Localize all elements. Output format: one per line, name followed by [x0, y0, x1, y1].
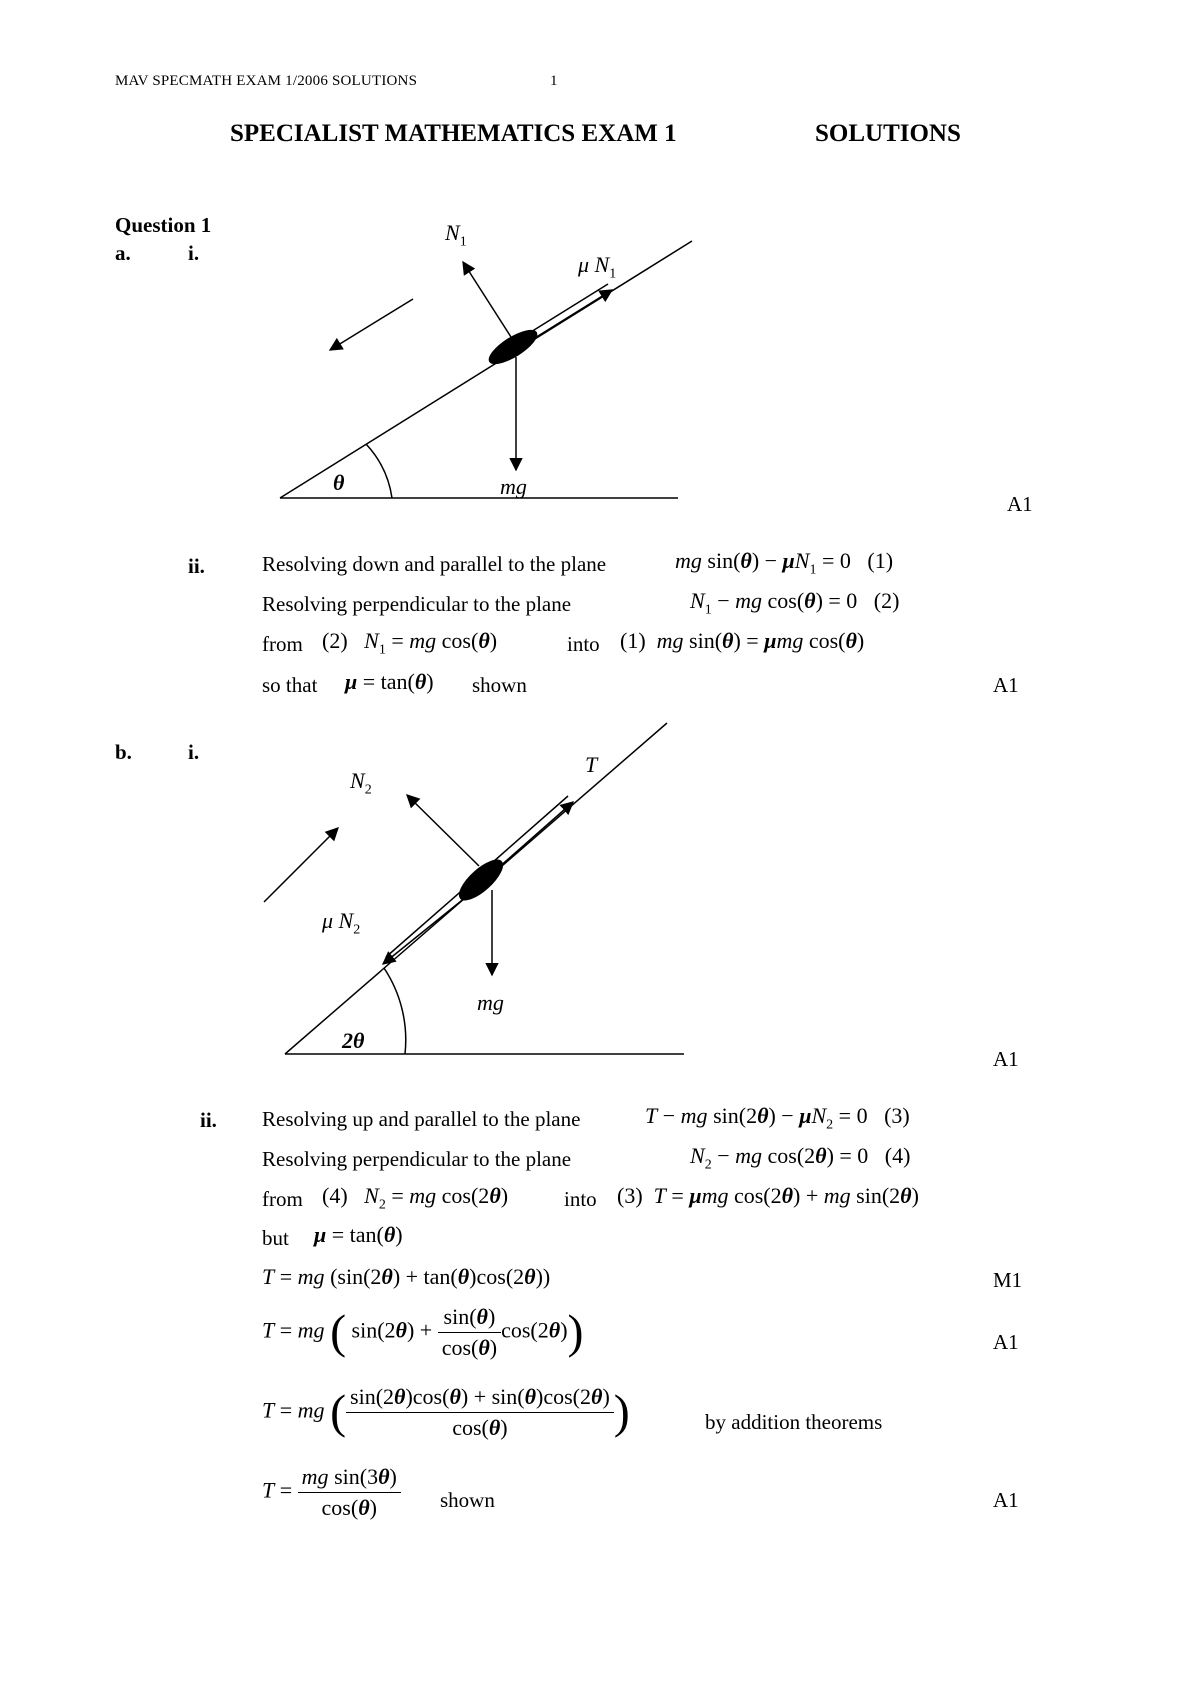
b-ii-eq3b: (3) T = μmg cos(2θ) + mg sin(2θ) [617, 1183, 919, 1208]
angle-arc-2 [384, 968, 406, 1054]
b-ii-eq1: T − mg $\sin(2\theta) - \mu N_2 = 0$ (3) [645, 1103, 910, 1133]
b-ii-line2-text: Resolving perpendicular to the plane [262, 1147, 572, 1171]
part-a-label: a. [115, 241, 131, 265]
b-ii-from: from [262, 1187, 303, 1211]
block-2 [453, 853, 509, 907]
b-ii-eq5: T = mg (sin(2θ) + tan(θ)cos(2θ)) [262, 1264, 551, 1289]
b-ii-eq6: T = mg ( sin(2θ) + $\frac{\sin(\theta)}{\cos(\theta)}$ cos(2θ)) [262, 1304, 584, 1360]
mark-b-ii-final: A1 [993, 1488, 1019, 1512]
mark-b-ii-m1: M1 [993, 1268, 1023, 1292]
a-ii-eq1: mg $\sin(\theta) - \mu N_1 = 0$ (1) [675, 548, 894, 578]
page-title-solutions: SOLUTIONS [815, 120, 961, 147]
label-n1: $N_1$ [445, 220, 467, 250]
a-ii-eq3a: (2) $N_1$ = mg cos(θ) [322, 628, 498, 658]
b-ii-eq4: μ = tan(θ) [314, 1222, 403, 1247]
part-a-ii-label: ii. [188, 554, 205, 578]
a-ii-eq2: $N_1$ − mg cos(θ) = 0 (2) [690, 588, 900, 618]
part-a-i-label: i. [188, 241, 200, 265]
b-ii-line1-text: Resolving up and parallel to the plane [262, 1107, 581, 1131]
label-mu-n2: μ $N_2$ [322, 908, 361, 938]
label-theta-1: θ [333, 470, 345, 495]
page-number: 1 [550, 73, 558, 89]
part-b-i-label: i. [188, 740, 200, 764]
question-heading: Question 1 [115, 213, 212, 237]
label-mg-1: mg [500, 474, 527, 499]
b-ii-addition-theorems: by addition theorems [705, 1410, 883, 1434]
mark-b-i: A1 [993, 1047, 1019, 1071]
b-ii-eq7: T = mg ( $\frac{\sin(2\theta)\cos(\theta) + \sin(\theta)\cos(2\theta)}{\cos(\theta)}$ ) [262, 1384, 630, 1440]
tension-line-a [493, 796, 568, 862]
label-mg-2: mg [477, 990, 504, 1015]
a-ii-line2-text: Resolving perpendicular to the plane [262, 592, 572, 616]
label-2theta: 2θ [342, 1028, 365, 1053]
motion-arrow-2 [264, 828, 338, 902]
b-ii-eq8: T = $\frac{\text{mg sin(3θ)}}{\cos(\theta)}$ [262, 1464, 401, 1521]
b-ii-into: into [564, 1187, 597, 1211]
b-ii-eq2: $N_2$ − mg cos(2θ) = 0 (4) [690, 1143, 911, 1173]
part-b-ii-label: ii. [200, 1108, 217, 1132]
normal-force-arrow-2 [407, 795, 479, 866]
mark-b-ii-a1: A1 [993, 1330, 1019, 1354]
page-title: SPECIALIST MATHEMATICS EXAM 1 [230, 120, 677, 147]
a-ii-shown: shown [472, 673, 527, 697]
a-ii-eq3b: (1) mg sin(θ) = μmg cos(θ) [620, 628, 865, 653]
b-ii-but: but [262, 1226, 289, 1250]
a-ii-so-that: so that [262, 673, 318, 697]
label-mu-n1: μ $N_1$ [578, 252, 617, 282]
friction-line-b [386, 887, 466, 957]
mark-a-i: A1 [1007, 492, 1033, 516]
a-ii-into: into [567, 632, 600, 656]
running-header: MAV SPECMATH EXAM 1/2006 SOLUTIONS [115, 73, 418, 89]
friction-force-arrow-2 [383, 893, 471, 964]
a-ii-eq4: μ = tan(θ) [345, 669, 434, 694]
part-b-label: b. [115, 740, 132, 764]
label-n2: $N_2$ [350, 768, 372, 798]
label-t: T [585, 752, 598, 777]
b-ii-shown: shown [440, 1488, 495, 1512]
a-ii-from: from [262, 632, 303, 656]
tension-arrow [498, 802, 573, 868]
b-ii-eq3a: (4) $N_2$ = mg cos(2θ) [322, 1183, 509, 1213]
a-ii-line1-text: Resolving down and parallel to the plane [262, 552, 607, 576]
mark-a-ii: A1 [993, 673, 1019, 697]
